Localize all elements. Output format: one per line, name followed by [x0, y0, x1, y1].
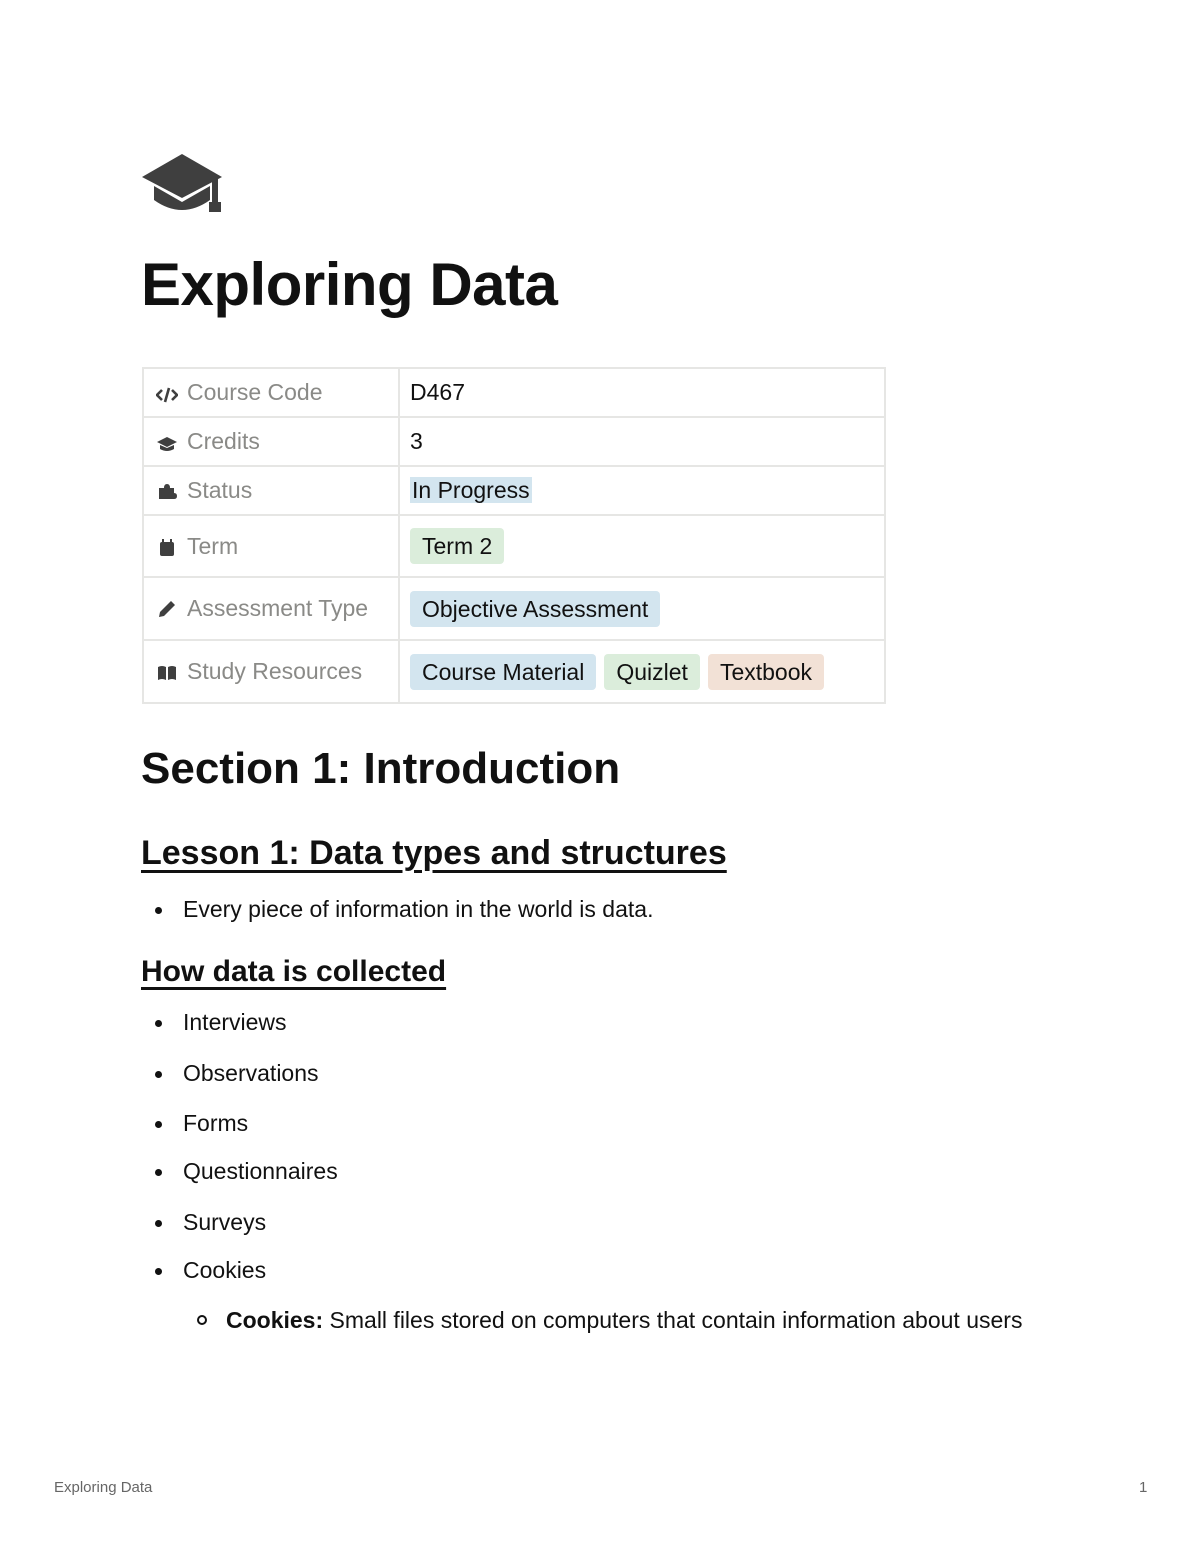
assessment-type-tag: Objective Assessment [410, 591, 660, 627]
list-item: Observations [183, 1060, 319, 1086]
list-item: Every piece of information in the world is data. [183, 896, 654, 922]
property-key [143, 640, 399, 703]
property-row-study-resources [143, 640, 885, 703]
nested-list-item [226, 1302, 1046, 1338]
property-row-assessment-type [143, 577, 885, 640]
property-value[interactable] [399, 515, 885, 577]
property-row-credits [143, 417, 885, 466]
list-item: Surveys [183, 1209, 267, 1235]
resource-tag: Course Material [410, 654, 596, 690]
property-row-term [143, 515, 885, 577]
property-value[interactable] [399, 466, 885, 515]
property-key [143, 466, 399, 515]
cookie-definition: Small files stored on computers that contain information about users [323, 1307, 1023, 1333]
footer-title: Exploring Data [54, 1479, 153, 1496]
property-value[interactable] [399, 577, 885, 640]
lesson-heading: Lesson 1: Data types and structures [141, 834, 727, 872]
property-label: Course Code [187, 379, 323, 405]
collection-heading: How data is collected [141, 955, 447, 988]
property-label: Credits [187, 428, 260, 454]
section-heading: Section 1: Introduction [141, 744, 621, 793]
property-value[interactable] [399, 640, 885, 703]
page-number: 1 [1139, 1479, 1148, 1496]
list-item: Forms [183, 1110, 249, 1136]
page-title: Exploring Data [141, 251, 558, 318]
property-value[interactable]: D467 [399, 368, 885, 417]
resource-tag: Quizlet [604, 654, 700, 690]
property-label: Term [187, 532, 239, 559]
term-tag: Term 2 [410, 528, 504, 564]
pencil-icon [156, 599, 178, 619]
property-key [143, 417, 399, 466]
resource-tag: Textbook [708, 654, 824, 690]
book-icon [156, 664, 178, 682]
list-item: Questionnaires [183, 1158, 338, 1184]
graduation-cap-icon [140, 150, 226, 216]
code-icon [156, 387, 178, 403]
list-item: Interviews [183, 1009, 287, 1035]
calendar-icon [156, 539, 178, 557]
status-value: In Progress [412, 477, 530, 503]
property-value[interactable]: 3 [399, 417, 885, 466]
graduation-cap-icon [156, 436, 178, 452]
property-label: Status [187, 477, 253, 503]
property-key [143, 515, 399, 577]
list-item: Cookies [183, 1257, 267, 1283]
property-key [143, 368, 399, 417]
property-row-status [143, 466, 885, 515]
property-label: Study Resources [187, 658, 363, 684]
property-label: Assessment Type [187, 595, 369, 621]
property-key [143, 577, 399, 640]
cookie-term: Cookies: [226, 1307, 324, 1333]
puzzle-icon [156, 483, 178, 501]
property-row-course-code [143, 368, 885, 417]
properties-table [142, 367, 886, 704]
